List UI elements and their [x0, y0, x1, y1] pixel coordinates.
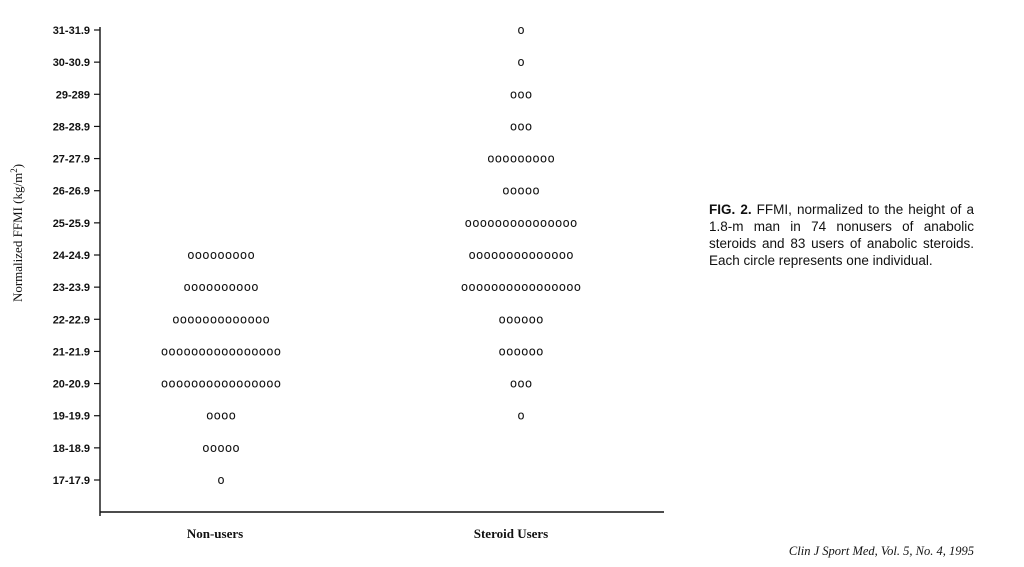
- data-row-circles: ooooo: [502, 182, 540, 198]
- data-row-circles: o: [517, 54, 525, 70]
- data-row-circles: oooooooooooooooo: [460, 279, 582, 295]
- y-tick-label: 31-31.9: [52, 25, 90, 37]
- figure-caption: [709, 201, 974, 269]
- y-tick-label: 20-20.9: [52, 378, 90, 391]
- x-category-labels: [187, 526, 548, 541]
- y-axis-title-superscript: 2: [9, 168, 19, 173]
- data-marks: [161, 22, 581, 487]
- y-tick-label: 21-21.9: [52, 346, 90, 359]
- data-row-circles: oooooooooooooooo: [160, 343, 282, 359]
- y-tick-label: 24-24.9: [52, 250, 90, 262]
- data-row-circles: ooooo: [202, 439, 240, 455]
- y-tick-label: 23-23.9: [52, 282, 90, 295]
- data-row-circles: ooooooooo: [487, 150, 555, 166]
- y-tick-label: 19-19.9: [52, 410, 90, 423]
- x-category-label: Non-users: [186, 526, 244, 541]
- y-axis-title: [9, 164, 25, 302]
- data-row-circles: oooooooooooooo: [468, 247, 574, 262]
- data-row-circles: ooo: [509, 118, 533, 134]
- data-row-circles: oooooo: [498, 343, 544, 359]
- y-tick-label: 26-26.9: [52, 185, 90, 198]
- y-tick-label: 27-27.9: [52, 153, 90, 166]
- journal-citation: Clin J Sport Med, Vol. 5, No. 4, 1995: [788, 544, 974, 558]
- y-tick-label: 28-28.9: [52, 121, 90, 134]
- y-tick-label: 17-17.9: [52, 475, 90, 487]
- x-category-label: Steroid Users: [473, 526, 549, 541]
- y-tick-label: 18-18.9: [52, 442, 90, 455]
- y-tick-label: 22-22.9: [52, 314, 90, 327]
- caption-text: FFMI, normalized to the height of a 1.8-m man in 74 nonusers of anabolic steroids and 83 users of anabolic steroids. Each circle represents one individual.: [709, 202, 974, 268]
- data-row-circles: o: [217, 472, 225, 487]
- y-tick-label: 30-30.9: [52, 57, 90, 70]
- data-row-circles: ooo: [509, 375, 533, 391]
- y-axis-title-close: ): [10, 163, 25, 169]
- data-row-circles: oooooooooooooooo: [160, 375, 282, 391]
- data-row-circles: ooooooooooooo: [172, 311, 270, 327]
- data-row-circles: oooooooooo: [183, 279, 259, 295]
- y-tick-label: 29-289: [55, 89, 90, 102]
- data-row-circles: ooo: [509, 86, 533, 102]
- figure-label: FIG. 2.: [709, 202, 752, 217]
- data-row-circles: ooooooooooooooo: [464, 214, 578, 230]
- data-row-circles: o: [517, 407, 525, 423]
- data-row-circles: ooooooooo: [187, 247, 255, 262]
- data-row-circles: oooooo: [498, 311, 544, 327]
- data-row-circles: oooo: [205, 407, 237, 423]
- y-axis-title-base: Normalized FFMI (kg/m: [10, 172, 25, 303]
- y-tick-label: 25-25.9: [52, 217, 90, 230]
- y-ticks: [53, 25, 100, 487]
- data-row-circles: o: [517, 22, 525, 37]
